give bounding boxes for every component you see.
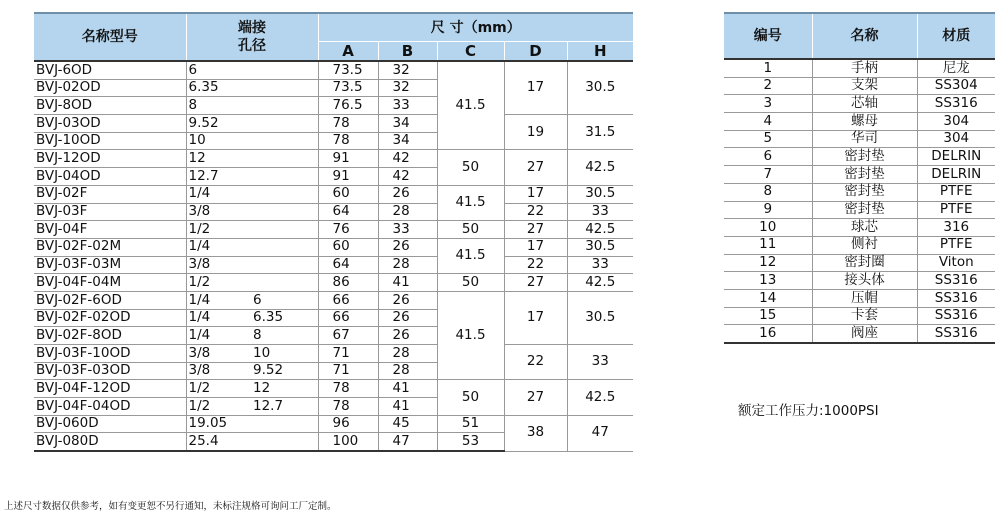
port-size-2-cell <box>251 256 318 274</box>
table-row <box>34 203 633 221</box>
dim-a-cell: 78 <box>318 380 378 398</box>
dim-h-cell: 42.5 <box>567 221 633 239</box>
dim-b-cell: 26 <box>378 327 437 345</box>
model-cell: BVJ-12OD <box>34 150 186 168</box>
table-row <box>34 256 633 274</box>
part-no-cell: 14 <box>724 289 812 307</box>
dim-a-cell: 76 <box>318 221 378 239</box>
dim-h-cell: 33 <box>567 203 633 221</box>
dim-a-cell: 64 <box>318 256 378 274</box>
model-cell: BVJ-03F-03OD <box>34 362 186 380</box>
dim-a-cell: 78 <box>318 132 378 150</box>
port-size-2-cell <box>251 221 318 239</box>
dim-h-cell: 42.5 <box>567 274 633 292</box>
part-material-cell: 304 <box>917 113 995 131</box>
model-cell: BVJ-02F-6OD <box>34 291 186 309</box>
dim-d-cell: 17 <box>504 238 567 256</box>
port-size-cell: 25.4 <box>186 433 251 451</box>
table-row <box>724 325 995 343</box>
port-size-2-cell <box>251 150 318 168</box>
table-row <box>34 150 633 168</box>
dim-d-cell: 19 <box>504 115 567 150</box>
dim-a-cell: 73.5 <box>318 61 378 79</box>
part-material-cell: DELRIN <box>917 166 995 184</box>
header-port <box>186 13 318 61</box>
table-row <box>34 238 633 256</box>
dim-h-cell: 33 <box>567 256 633 274</box>
table-row <box>724 254 995 272</box>
part-no-cell: 9 <box>724 201 812 219</box>
table-row <box>724 219 995 237</box>
part-material-cell: PTFE <box>917 236 995 254</box>
port-size-cell: 3/8 <box>186 203 251 221</box>
dim-b-cell: 33 <box>378 221 437 239</box>
part-name-cell: 芯轴 <box>812 95 917 113</box>
model-cell: BVJ-060D <box>34 415 186 433</box>
dim-c-cell: 53 <box>437 433 504 451</box>
part-name-cell: 球芯 <box>812 219 917 237</box>
dim-c-cell: 51 <box>437 415 504 433</box>
part-no-cell: 5 <box>724 130 812 148</box>
dim-h-cell: 30.5 <box>567 185 633 203</box>
port-size-cell: 1/2 <box>186 274 251 292</box>
model-cell: BVJ-04F-04M <box>34 274 186 292</box>
part-material-cell: SS316 <box>917 325 995 343</box>
port-size-2-cell: 8 <box>251 327 318 345</box>
dim-b-cell: 28 <box>378 362 437 380</box>
dim-d-cell: 17 <box>504 185 567 203</box>
port-size-cell: 1/2 <box>186 380 251 398</box>
port-size-2-cell <box>251 238 318 256</box>
table-row <box>34 221 633 239</box>
part-no-cell: 13 <box>724 272 812 290</box>
table-row <box>34 274 633 292</box>
port-size-2-cell: 10 <box>251 345 318 363</box>
port-size-2-cell <box>251 168 318 186</box>
dim-a-cell: 86 <box>318 274 378 292</box>
model-cell: BVJ-04F <box>34 221 186 239</box>
dim-b-cell: 26 <box>378 291 437 309</box>
part-name-cell: 密封圈 <box>812 254 917 272</box>
dimension-table-body <box>34 61 633 451</box>
dim-c-cell: 41.5 <box>437 238 504 273</box>
dim-b-cell: 32 <box>378 79 437 97</box>
dim-a-cell: 67 <box>318 327 378 345</box>
model-cell: BVJ-6OD <box>34 61 186 79</box>
table-row <box>34 415 633 433</box>
port-size-2-cell <box>251 61 318 79</box>
dim-c-cell: 50 <box>437 380 504 415</box>
table-row <box>724 272 995 290</box>
port-size-2-cell <box>251 274 318 292</box>
dim-a-cell: 60 <box>318 238 378 256</box>
part-material-cell: SS316 <box>917 272 995 290</box>
part-no-cell: 2 <box>724 77 812 95</box>
table-row <box>34 291 633 309</box>
table-row <box>724 201 995 219</box>
header-col-b: B <box>378 42 437 62</box>
part-material-cell: Viton <box>917 254 995 272</box>
dim-h-cell: 30.5 <box>567 61 633 115</box>
part-name-cell: 侧衬 <box>812 236 917 254</box>
part-name-cell: 华司 <box>812 130 917 148</box>
dim-b-cell: 32 <box>378 61 437 79</box>
table-row <box>34 61 633 79</box>
part-name-cell: 密封垫 <box>812 183 917 201</box>
port-size-cell: 3/8 <box>186 256 251 274</box>
dim-b-cell: 42 <box>378 168 437 186</box>
table-row <box>724 166 995 184</box>
header-part-name: 名称 <box>812 13 917 59</box>
port-size-2-cell: 6 <box>251 291 318 309</box>
part-no-cell: 8 <box>724 183 812 201</box>
model-cell: BVJ-02F-8OD <box>34 327 186 345</box>
part-material-cell: 316 <box>917 219 995 237</box>
dim-a-cell: 71 <box>318 362 378 380</box>
dim-b-cell: 28 <box>378 345 437 363</box>
part-name-cell: 支架 <box>812 77 917 95</box>
pressure-rating: 额定工作压力:1000PSI <box>738 403 879 419</box>
table-row <box>724 236 995 254</box>
port-size-cell: 3/8 <box>186 345 251 363</box>
part-material-cell: 尼龙 <box>917 59 995 77</box>
dim-b-cell: 28 <box>378 256 437 274</box>
port-size-2-cell <box>251 203 318 221</box>
footnote: 上述尺寸数据仅供参考，如有变更恕不另行通知，未标注规格可询问工厂定制。 <box>4 501 337 512</box>
port-size-cell: 3/8 <box>186 362 251 380</box>
part-name-cell: 阀座 <box>812 325 917 343</box>
dim-a-cell: 73.5 <box>318 79 378 97</box>
dim-d-cell: 27 <box>504 150 567 185</box>
port-size-cell: 1/4 <box>186 185 251 203</box>
part-name-cell: 卡套 <box>812 307 917 325</box>
model-cell: BVJ-080D <box>34 433 186 451</box>
part-name-cell: 螺母 <box>812 113 917 131</box>
part-no-cell: 16 <box>724 325 812 343</box>
header-dimensions: 尺 寸（mm） <box>318 13 633 42</box>
table-row <box>34 345 633 363</box>
dim-c-cell: 50 <box>437 221 504 239</box>
port-size-cell: 10 <box>186 132 251 150</box>
model-cell: BVJ-03F <box>34 203 186 221</box>
dim-a-cell: 91 <box>318 168 378 186</box>
port-size-2-cell <box>251 79 318 97</box>
dim-d-cell: 22 <box>504 256 567 274</box>
part-material-cell: 304 <box>917 130 995 148</box>
port-size-2-cell <box>251 185 318 203</box>
part-no-cell: 12 <box>724 254 812 272</box>
port-size-2-cell <box>251 415 318 433</box>
header-col-d: D <box>504 42 567 62</box>
dim-d-cell: 17 <box>504 291 567 344</box>
dim-b-cell: 41 <box>378 398 437 416</box>
dim-d-cell: 38 <box>504 415 567 451</box>
dimension-table <box>34 12 633 452</box>
dim-b-cell: 26 <box>378 309 437 327</box>
dim-c-cell: 41.5 <box>437 291 504 379</box>
model-cell: BVJ-04F-12OD <box>34 380 186 398</box>
port-size-2-cell <box>251 115 318 133</box>
model-cell: BVJ-04OD <box>34 168 186 186</box>
part-name-cell: 压帽 <box>812 289 917 307</box>
header-part-no: 编号 <box>724 13 812 59</box>
model-cell: BVJ-02F-02M <box>34 238 186 256</box>
model-cell: BVJ-02OD <box>34 79 186 97</box>
model-cell: BVJ-8OD <box>34 97 186 115</box>
dim-a-cell: 96 <box>318 415 378 433</box>
dim-d-cell: 27 <box>504 380 567 415</box>
port-size-cell: 1/2 <box>186 221 251 239</box>
port-size-cell: 1/4 <box>186 327 251 345</box>
dim-b-cell: 28 <box>378 203 437 221</box>
table-row <box>724 130 995 148</box>
dim-b-cell: 45 <box>378 415 437 433</box>
part-no-cell: 1 <box>724 59 812 77</box>
port-size-2-cell <box>251 132 318 150</box>
port-size-cell: 12.7 <box>186 168 251 186</box>
dim-c-cell: 50 <box>437 150 504 185</box>
table-row <box>34 185 633 203</box>
dim-c-cell: 50 <box>437 274 504 292</box>
model-cell: BVJ-02F <box>34 185 186 203</box>
model-cell: BVJ-02F-02OD <box>34 309 186 327</box>
part-name-cell: 密封垫 <box>812 166 917 184</box>
table-row <box>34 115 633 133</box>
port-size-2-cell: 12 <box>251 380 318 398</box>
dim-a-cell: 100 <box>318 433 378 451</box>
port-size-2-cell: 12.7 <box>251 398 318 416</box>
dim-h-cell: 47 <box>567 415 633 451</box>
table-row <box>724 113 995 131</box>
header-name: 名称型号 <box>34 13 186 61</box>
port-size-2-cell <box>251 433 318 451</box>
part-material-cell: SS316 <box>917 307 995 325</box>
part-material-cell: SS316 <box>917 289 995 307</box>
dim-d-cell: 27 <box>504 221 567 239</box>
part-material-cell: PTFE <box>917 183 995 201</box>
dim-a-cell: 91 <box>318 150 378 168</box>
header-col-c: C <box>437 42 504 62</box>
part-name-cell: 密封垫 <box>812 201 917 219</box>
parts-table-body <box>724 59 995 343</box>
port-size-cell: 6 <box>186 61 251 79</box>
model-cell: BVJ-10OD <box>34 132 186 150</box>
table-row <box>724 289 995 307</box>
part-name-cell: 手柄 <box>812 59 917 77</box>
dim-c-cell: 41.5 <box>437 61 504 150</box>
dim-h-cell: 31.5 <box>567 115 633 150</box>
dim-h-cell: 33 <box>567 345 633 380</box>
port-size-cell: 1/4 <box>186 238 251 256</box>
model-cell: BVJ-03OD <box>34 115 186 133</box>
header-col-a: A <box>318 42 378 62</box>
dim-a-cell: 66 <box>318 291 378 309</box>
dim-a-cell: 78 <box>318 115 378 133</box>
port-size-cell: 1/4 <box>186 291 251 309</box>
part-no-cell: 15 <box>724 307 812 325</box>
dim-b-cell: 41 <box>378 380 437 398</box>
port-size-cell: 6.35 <box>186 79 251 97</box>
dim-a-cell: 60 <box>318 185 378 203</box>
part-no-cell: 4 <box>724 113 812 131</box>
dim-b-cell: 47 <box>378 433 437 451</box>
dim-d-cell: 22 <box>504 345 567 380</box>
dim-c-cell: 41.5 <box>437 185 504 220</box>
dim-a-cell: 71 <box>318 345 378 363</box>
part-name-cell: 接头体 <box>812 272 917 290</box>
dim-a-cell: 78 <box>318 398 378 416</box>
part-material-cell: PTFE <box>917 201 995 219</box>
dim-h-cell: 30.5 <box>567 238 633 256</box>
port-size-cell: 1/2 <box>186 398 251 416</box>
dim-a-cell: 64 <box>318 203 378 221</box>
dim-a-cell: 66 <box>318 309 378 327</box>
header-col-h: H <box>567 42 633 62</box>
part-no-cell: 6 <box>724 148 812 166</box>
port-size-cell: 19.05 <box>186 415 251 433</box>
port-size-2-cell: 6.35 <box>251 309 318 327</box>
port-size-2-cell <box>251 97 318 115</box>
dim-b-cell: 42 <box>378 150 437 168</box>
port-size-cell: 9.52 <box>186 115 251 133</box>
part-material-cell: DELRIN <box>917 148 995 166</box>
dim-d-cell: 22 <box>504 203 567 221</box>
dim-b-cell: 34 <box>378 115 437 133</box>
model-cell: BVJ-03F-03M <box>34 256 186 274</box>
part-material-cell: SS304 <box>917 77 995 95</box>
table-row <box>724 59 995 77</box>
dim-b-cell: 41 <box>378 274 437 292</box>
dim-d-cell: 17 <box>504 61 567 115</box>
model-cell: BVJ-03F-10OD <box>34 345 186 363</box>
dim-b-cell: 26 <box>378 238 437 256</box>
part-no-cell: 7 <box>724 166 812 184</box>
header-port-label: 端接 孔径 <box>238 19 266 54</box>
dim-h-cell: 42.5 <box>567 380 633 415</box>
table-row <box>724 148 995 166</box>
table-row <box>724 183 995 201</box>
part-no-cell: 10 <box>724 219 812 237</box>
part-material-cell: SS316 <box>917 95 995 113</box>
dim-h-cell: 42.5 <box>567 150 633 185</box>
port-size-cell: 1/4 <box>186 309 251 327</box>
part-no-cell: 3 <box>724 95 812 113</box>
dim-d-cell: 27 <box>504 274 567 292</box>
dim-b-cell: 33 <box>378 97 437 115</box>
dim-h-cell: 30.5 <box>567 291 633 344</box>
table-row <box>724 77 995 95</box>
table-row <box>724 307 995 325</box>
part-name-cell: 密封垫 <box>812 148 917 166</box>
model-cell: BVJ-04F-04OD <box>34 398 186 416</box>
table-row <box>724 95 995 113</box>
parts-table <box>724 12 995 344</box>
header-part-material: 材质 <box>917 13 995 59</box>
port-size-cell: 12 <box>186 150 251 168</box>
port-size-2-cell: 9.52 <box>251 362 318 380</box>
port-size-cell: 8 <box>186 97 251 115</box>
dim-b-cell: 34 <box>378 132 437 150</box>
table-row <box>34 380 633 398</box>
dim-a-cell: 76.5 <box>318 97 378 115</box>
dim-b-cell: 26 <box>378 185 437 203</box>
part-no-cell: 11 <box>724 236 812 254</box>
